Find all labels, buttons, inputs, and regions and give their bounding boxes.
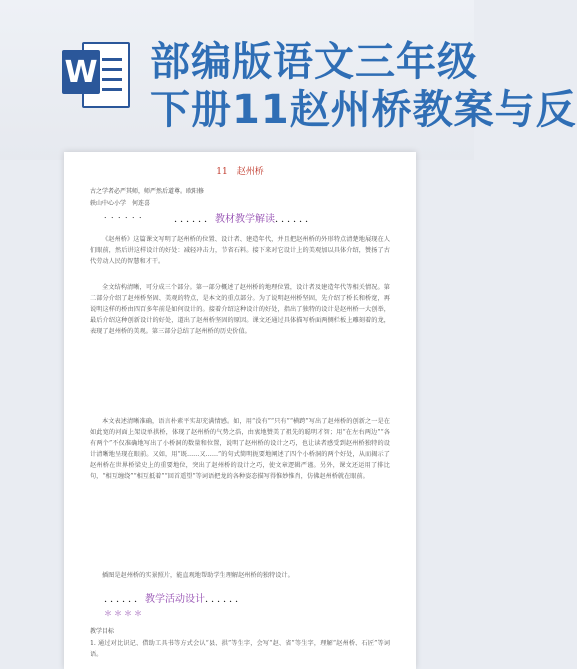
section-dots-left: ．．．．．．	[174, 214, 215, 225]
document-page	[64, 152, 416, 669]
goals-heading: 教学目标	[90, 628, 115, 635]
paragraph-1: 《赵州桥》这篇课文写明了赵州桥的位置、设计者、建造年代，并且把赵州桥的外形特点清楚地展现在人们眼前，然后讲这样设计的好处：减轻冲击力，节省石料。接下来对它设计上的美观加以具体介绍，赞扬了古代劳动人民的智慧和才干。	[90, 236, 390, 265]
section-name: 教学活动设计	[145, 594, 205, 605]
section-dots-left: ．．．．．．	[104, 594, 145, 605]
section-name: 教材教学解读	[215, 214, 275, 225]
section-heading-interpretation	[174, 210, 316, 225]
cover-banner	[0, 0, 577, 160]
section-stars: ＊＊＊＊	[104, 609, 144, 618]
section-heading-activities	[104, 590, 246, 605]
banner-title-line-2: 下册11赵州桥教案与反	[150, 87, 577, 133]
paragraph-2: 全文结构清晰，可分成三个部分。第一部分概述了赵州桥的地理位置，设计者及建造年代等相关情况。第二部分介绍了赵州桥坚固、美观的特点，是本文的重点部分。为了说明赵州桥坚固，先介绍了桥长和桥宽，再说明这样的桥由四百多年前是如何设计的。接着介绍这种设计的好处，指出了独特的设计是赵州桥一大创举，最后介绍这种创新设计的好处，道出了赵州桥坚固的原因。课文还通过具体描写桥面两侧栏板上雕刻着的龙，表现了赵州桥的美观。第三部分总结了赵州桥的历史价值。	[90, 284, 390, 335]
quote-line: 古之学者必严其师，师严然后道尊。欧阳修	[90, 188, 205, 195]
section-dots-right: ．．．．．．	[205, 594, 246, 605]
leading-dots: ．．．．．．	[104, 211, 150, 220]
school-line: 轶山中心小学 何连喜	[90, 200, 151, 207]
word-logo-letter: W	[62, 50, 100, 94]
paragraph-3: 本文表述清晰准确，语言朴素平实却充满情感。如，用“没有”“只有”“横跨”写出了赵州桥的创新之一是在如此宽的河面上架设单拱桥，体现了赵州桥的气势之浩，由衷地赞美了祖先的聪明才智；用“在左右两边”“各有两个”不仅准确地写出了小桥洞的数量和位置，说明了赵州桥的设计之巧，也让读者感受到赵州桥独特的设计清晰地呈现在眼前。又如，用“既……又……”的句式简明扼要地阐述了四个小桥洞的两个好处，从而揭示了赵州桥在世界桥梁史上的重要地位，突出了赵州桥的设计之巧，使文章逻辑严谨。另外，课文还运用了排比句，“相互缠绕”“相互抵着”“回首遥望”等词语把龙的各种姿态描写得惟妙惟肖，仿佛赵州桥就在眼前。	[90, 418, 390, 480]
section-dots-right: ．．．．．．	[275, 214, 316, 225]
word-document-icon	[62, 36, 128, 110]
lesson-title: 11 赵州桥	[216, 167, 264, 177]
banner-title-line-1: 部编版语文三年级	[150, 39, 478, 85]
paragraph-4: 插图是赵州桥的实景照片，能直观地帮助学生理解赵州桥的独特设计。	[102, 572, 294, 579]
goal-item-1: 1. 通过对比识记、借助工具书等方式会认“县、拱”等生字，会写“赵、省”等生字，理解“赵州桥、石匠”等词语。	[90, 640, 390, 658]
